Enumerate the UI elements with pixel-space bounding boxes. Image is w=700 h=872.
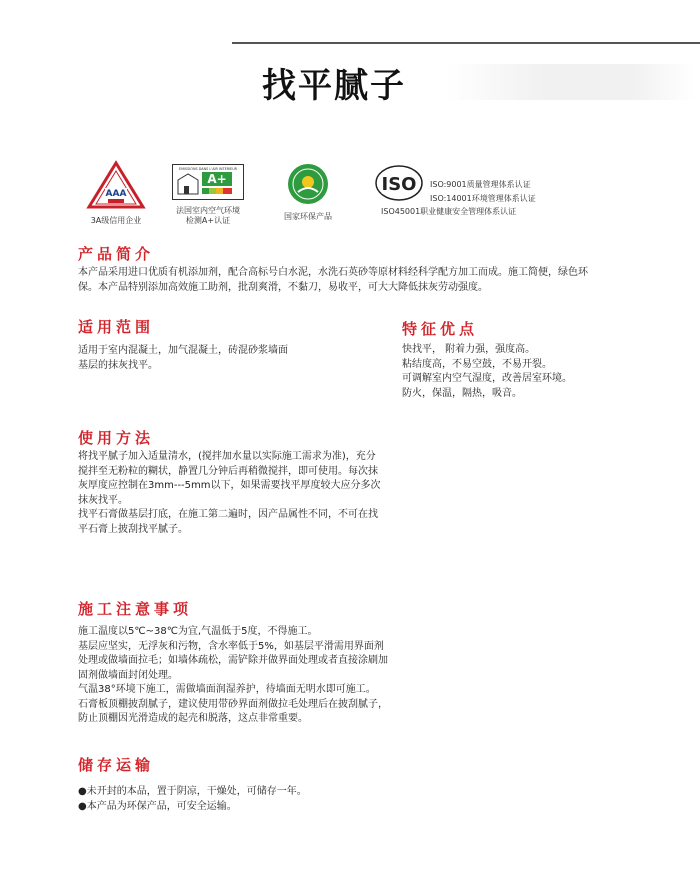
text-line: 灰厚度应控制在3mm---5mm以下，如果需要找平厚度较大应分多次 — [78, 480, 381, 491]
air-quality-grade: A+ — [207, 172, 227, 186]
page-title: 找平腻子 — [262, 66, 406, 106]
iso-line: ISO:9001质量管理体系认证 — [430, 180, 531, 189]
notes-heading: 施工注意事项 — [78, 600, 193, 618]
text-line: 保。本产品特别添加高效施工助剂，批刮爽滑，不黏刀，易收平，可大大降低抹灰劳动强度。 — [78, 281, 488, 293]
aaa-caption: 3A级信用企业 — [90, 216, 142, 225]
aaa-badge-text: AAA — [105, 189, 127, 199]
storage-heading: 储存运输 — [78, 756, 155, 774]
text-line: 固剂做墙面封闭处理。 — [78, 669, 178, 681]
features-heading: 特征优点 — [402, 320, 479, 338]
notes-text — [78, 625, 428, 727]
text-line: 搅拌至无粉粒的糊状，静置几分钟后再稍微搅拌，即可使用。每次抹 — [78, 465, 378, 477]
text-line: 适用于室内混凝土，加气混凝土，砖混砂浆墙面 — [78, 345, 288, 356]
iso-list — [430, 178, 536, 206]
text-line: 将找平腻子加入适量清水，(搅拌加水量以实际施工需求为准)，充分 — [78, 451, 376, 462]
features-text — [402, 343, 662, 401]
iso-logo-text: ISO — [381, 174, 417, 195]
text-line: 可调解室内空气湿度，改善居室环境。 — [402, 373, 572, 384]
air-quality-a-plus-icon — [172, 164, 244, 200]
iso-line-45001: ISO45001职业健康安全管理体系认证 — [381, 207, 517, 216]
text-line: 石膏板顶棚披刮腻子，建议使用带砂界面剂做拉毛处理后在披刮腻子， — [78, 698, 388, 710]
iso-line: ISO:14001环境管理体系认证 — [430, 194, 536, 203]
iso-logo-icon — [374, 164, 424, 202]
usage-text — [78, 450, 418, 537]
text-line: 平石膏上披刮找平腻子。 — [78, 523, 188, 535]
text-line: 快找平， 附着力强，强度高。 — [402, 344, 536, 355]
text-line: 找平石膏做基层打底，在施工第二遍时，因产品属性不同，不可在找 — [78, 509, 378, 520]
intro-text — [78, 266, 638, 295]
aaa-badge-icon — [86, 160, 146, 210]
text-line: ●未开封的本品，置于阴凉，干燥处，可储存一年。 — [78, 786, 307, 797]
storage-text — [78, 785, 418, 814]
scope-heading: 适用范围 — [78, 318, 155, 336]
text-line: 施工温度以5℃~38℃为宜,气温低于5度，不得施工。 — [78, 626, 318, 637]
aaa-credit-cert — [86, 160, 146, 226]
text-line: ●本产品为环保产品，可安全运输。 — [78, 800, 237, 812]
usage-heading: 使用方法 — [78, 429, 155, 447]
eco-caption: 国家环保产品 — [284, 212, 332, 221]
scope-text — [78, 344, 378, 373]
text-line: 基层的抹灰找平。 — [78, 359, 158, 371]
text-line: 粘结度高，不易空鼓，不易开裂。 — [402, 358, 552, 370]
air-quality-caption-2: 检测A+认证 — [185, 216, 231, 225]
air-quality-caption-1: 法国室内空气环境 — [176, 206, 240, 215]
text-line: 处理或做墙面拉毛；如墙体疏松，需铲除并做界面处理或者直接涂刷加 — [78, 655, 388, 666]
text-line: 防止顶棚因光滑造成的起壳和脱落，这点非常重要。 — [78, 713, 308, 724]
text-line: 基层应坚实，无浮灰和污物，含水率低于5%，如基层平滑需用界面剂 — [78, 640, 384, 652]
eco-product-cert — [278, 162, 338, 222]
eco-label-icon — [286, 162, 330, 206]
title-rule — [232, 42, 700, 44]
air-quality-header: EMISSIONS DANS L'AIR INTERIEUR — [178, 167, 238, 171]
text-line: 气温38°环境下施工，需做墙面润湿养护，待墙面无明水即可施工。 — [78, 684, 376, 695]
text-line: 防火，保温，隔热，吸音。 — [402, 387, 522, 399]
title-fade-decoration — [445, 64, 695, 100]
text-line: 抹灰找平。 — [78, 494, 128, 506]
air-quality-cert — [172, 164, 244, 226]
text-line: 本产品采用进口优质有机添加剂，配合高标号白水泥，水洗石英砂等原材料经科学配方加工而成。施工简便，绿色环 — [78, 267, 588, 278]
intro-heading: 产品简介 — [78, 245, 155, 263]
